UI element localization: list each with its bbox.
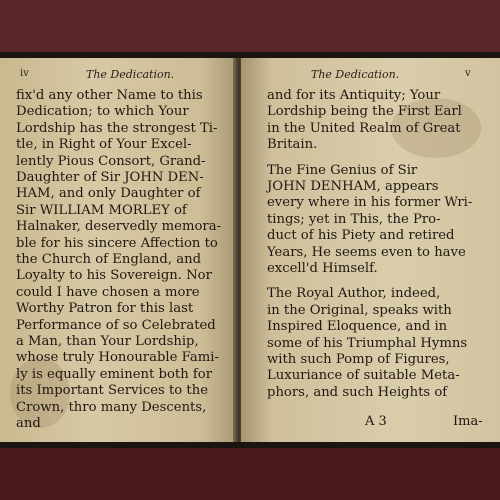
right-page-text-line: every where in his former Wri- [267, 195, 473, 211]
right-page-text-line: Luxuriance of suitable Meta- [267, 368, 460, 384]
right-page-text-line: some of his Triumphal Hymns [267, 335, 468, 351]
left-page-text-line: a Man, than Your Lordship, [16, 334, 199, 349]
right-page-text-line: in the United Realm of Great [267, 120, 461, 136]
right-page-text-line: tings; yet in This, the Pro- [267, 211, 441, 227]
left-page-text-line: could I have chosen a more [16, 284, 200, 300]
right-page-text-line: Lordship being the First Earl [267, 104, 462, 120]
left-page-text-line: tle, in Right of Your Excel- [16, 137, 192, 153]
left-page-text-line: ble for his sincere Affection to [16, 235, 218, 251]
left-running-head: The Dedication. [86, 68, 175, 81]
catchword: Ima- [453, 414, 483, 429]
right-running-head: The Dedication. [311, 68, 400, 81]
signature-mark: A 3 [365, 414, 387, 429]
left-page-text-line: ly is equally eminent both for [16, 366, 213, 382]
left-page-text-line: its Important Services to the [16, 383, 209, 399]
left-page-text-line: fix'd any other Name to this [16, 88, 203, 103]
right-page-text-line: JOHN DENHAM, appears [267, 179, 439, 194]
left-page [0, 58, 237, 442]
left-page-text-line: and [16, 416, 41, 431]
left-page-text-line: lently Pious Consort, Grand- [16, 153, 206, 169]
left-page-text-line: Sir WILLIAM MORLEY of [16, 202, 187, 218]
open-book [0, 52, 500, 448]
left-page-text-line: Crown, thro many Descents, [16, 399, 207, 415]
left-page-text-line: Dedication; to which Your [16, 104, 189, 120]
left-page-text-line: Loyalty to his Sovereign. Nor [16, 268, 212, 284]
right-page-text-line: excell'd Himself. [267, 261, 378, 276]
right-page-text-line: Years, He seems even to have [267, 244, 466, 260]
right-page [241, 58, 500, 442]
left-page-text-line: Performance of so Celebrated [16, 317, 216, 333]
left-page-text-line: Lordship has the strongest Ti- [16, 120, 218, 136]
left-page-text-line: Worthy Patron for this last [16, 301, 194, 317]
left-page-text-line: HAM, and only Daughter of [16, 186, 201, 202]
left-page-number: iv [20, 68, 29, 79]
background-surface [0, 448, 500, 500]
right-page-text-line: The Royal Author, indeed, [267, 286, 441, 302]
right-page-text-line: phors, and such Heights of [267, 384, 448, 400]
right-page-text-line: Inspired Eloquence, and in [267, 319, 448, 335]
right-page-number: v [465, 68, 471, 79]
right-page-text-line: in the Original, speaks with [267, 302, 452, 318]
right-page-text-line: Britain. [267, 137, 318, 153]
right-page-text-line: with such Pomp of Figures, [267, 352, 450, 367]
left-page-text-line: the Church of England, and [16, 252, 202, 267]
left-page-text-line: whose truly Honourable Fami- [16, 350, 219, 366]
left-page-text-line: Halnaker, deservedly memora- [16, 219, 222, 235]
right-page-text-line: and for its Antiquity; Your [267, 88, 441, 103]
right-page-text-line: duct of his Piety and retired [267, 228, 455, 244]
left-page-text-line: Daughter of Sir JOHN DEN- [16, 170, 204, 185]
right-page-text-line: The Fine Genius of Sir [267, 162, 418, 178]
